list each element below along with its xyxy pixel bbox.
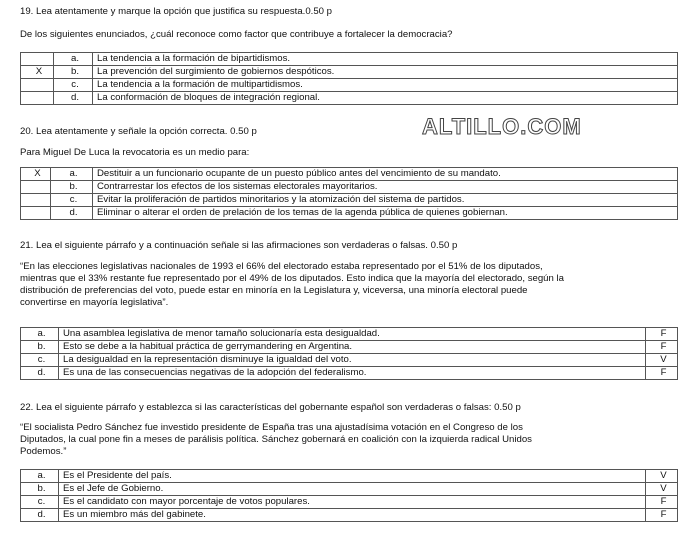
selection-mark: X bbox=[21, 66, 54, 79]
option-text: Contrarrestar los efectos de los sistemas electorales mayoritarios. bbox=[93, 181, 678, 194]
q20-title: 20. Lea atentamente y señale la opción correcta. 0.50 p bbox=[20, 126, 257, 137]
watermark-logo: ALTILLO.COM bbox=[422, 114, 582, 139]
statement-row bbox=[21, 509, 678, 522]
statement-row bbox=[21, 341, 678, 354]
statement-letter: b. bbox=[21, 483, 59, 496]
statement-row bbox=[21, 354, 678, 367]
selection-mark bbox=[21, 194, 51, 207]
option-row bbox=[21, 79, 678, 92]
statement-letter: c. bbox=[21, 354, 59, 367]
statement-text: Es el Presidente del país. bbox=[59, 470, 646, 483]
selection-mark bbox=[21, 181, 51, 194]
option-text: La prevención del surgimiento de gobiernos despóticos. bbox=[93, 66, 678, 79]
option-letter: b. bbox=[51, 181, 93, 194]
option-letter: c. bbox=[54, 79, 93, 92]
answer-cell: V bbox=[646, 354, 678, 367]
option-text: La conformación de bloques de integración regional. bbox=[93, 92, 678, 105]
option-letter: b. bbox=[54, 66, 93, 79]
statement-letter: d. bbox=[21, 367, 59, 380]
statement-text: Esto se debe a la habitual práctica de gerrymandering en Argentina. bbox=[59, 341, 646, 354]
answer-cell: F bbox=[646, 367, 678, 380]
q21-paragraph-line: convertirse en mayoría legislativa”. bbox=[20, 297, 169, 308]
q21-paragraph bbox=[20, 261, 690, 309]
statement-row bbox=[21, 328, 678, 341]
q22-paragraph-line: Podemos.” bbox=[20, 446, 67, 457]
selection-mark bbox=[21, 92, 54, 105]
statement-text: Es el Jefe de Gobierno. bbox=[59, 483, 646, 496]
statement-letter: c. bbox=[21, 496, 59, 509]
option-row bbox=[21, 181, 678, 194]
statement-letter: b. bbox=[21, 341, 59, 354]
q19-options-table bbox=[20, 52, 678, 105]
option-letter: c. bbox=[51, 194, 93, 207]
statement-letter: a. bbox=[21, 328, 59, 341]
option-row bbox=[21, 53, 678, 66]
statement-row bbox=[21, 470, 678, 483]
option-row bbox=[21, 92, 678, 105]
option-text: La tendencia a la formación de multipartidismos. bbox=[93, 79, 678, 92]
statement-text: Es un miembro más del gabinete. bbox=[59, 509, 646, 522]
option-row bbox=[21, 207, 678, 220]
q22-title: 22. Lea el siguiente párrafo y establezca si las características del gobernante español son verdaderas o falsas: 0.50 p bbox=[20, 402, 521, 413]
option-letter: d. bbox=[54, 92, 93, 105]
q22-paragraph-line: “El socialista Pedro Sánchez fue investido presidente de España tras una ajustadísima votación en el Congreso de los bbox=[20, 422, 523, 433]
selection-mark bbox=[21, 79, 54, 92]
q22-paragraph bbox=[20, 422, 690, 458]
statement-row bbox=[21, 483, 678, 496]
q21-paragraph-line: mientras que el 33% restante fue representado por el 49% de los diputados. Esto indica que la mayoría del electorado, según la bbox=[20, 273, 564, 284]
option-row bbox=[21, 168, 678, 181]
answer-cell: F bbox=[646, 341, 678, 354]
q21-paragraph-line: distribución de preferencias del voto, puede estar en minoría en la Legislatura y, viceversa, una minoría electoral puede bbox=[20, 285, 528, 296]
q19-prompt: De los siguientes enunciados, ¿cuál reconoce como factor que contribuye a fortalecer la democracia? bbox=[20, 29, 453, 40]
q21-paragraph-line: “En las elecciones legislativas nacionales de 1993 el 66% del electorado estaba representado por el 51% de los diputados, bbox=[20, 261, 543, 272]
answer-cell: V bbox=[646, 483, 678, 496]
option-row bbox=[21, 194, 678, 207]
q21-title: 21. Lea el siguiente párrafo y a continuación señale si las afirmaciones son verdaderas o falsas. 0.50 p bbox=[20, 240, 458, 251]
statement-letter: d. bbox=[21, 509, 59, 522]
option-text: Destituir a un funcionario ocupante de un puesto público antes del vencimiento de su mandato. bbox=[93, 168, 678, 181]
statement-letter: a. bbox=[21, 470, 59, 483]
q22-paragraph-line: Diputados, la cual pone fin a meses de parálisis política. Sánchez gobernará en coalición con la izquierda radical Unidos bbox=[20, 434, 532, 445]
q21-statements-table bbox=[20, 327, 678, 380]
answer-cell: V bbox=[646, 470, 678, 483]
answer-cell: F bbox=[646, 496, 678, 509]
q19-title: 19. Lea atentamente y marque la opción que justifica su respuesta.0.50 p bbox=[20, 6, 332, 17]
q20-prompt: Para Miguel De Luca la revocatoria es un medio para: bbox=[20, 147, 250, 158]
option-text: Evitar la proliferación de partidos minoritarios y la atomización del sistema de partidos. bbox=[93, 194, 678, 207]
statement-text: Es una de las consecuencias negativas de la adopción del federalismo. bbox=[59, 367, 646, 380]
answer-cell: F bbox=[646, 509, 678, 522]
statement-text: Es el candidato con mayor porcentaje de votos populares. bbox=[59, 496, 646, 509]
statement-text: Una asamblea legislativa de menor tamaño solucionaría esta desigualdad. bbox=[59, 328, 646, 341]
option-letter: d. bbox=[51, 207, 93, 220]
selection-mark bbox=[21, 53, 54, 66]
q22-statements-table bbox=[20, 469, 678, 522]
option-text: Eliminar o alterar el orden de prelación de los temas de la agenda pública de quienes gobiernan. bbox=[93, 207, 678, 220]
option-letter: a. bbox=[51, 168, 93, 181]
option-letter: a. bbox=[54, 53, 93, 66]
option-text: La tendencia a la formación de bipartidismos. bbox=[93, 53, 678, 66]
statement-row bbox=[21, 496, 678, 509]
selection-mark bbox=[21, 207, 51, 220]
statement-row bbox=[21, 367, 678, 380]
q20-options-table bbox=[20, 167, 678, 220]
statement-text: La desigualdad en la representación disminuye la igualdad del voto. bbox=[59, 354, 646, 367]
option-row bbox=[21, 66, 678, 79]
answer-cell: F bbox=[646, 328, 678, 341]
selection-mark: X bbox=[21, 168, 51, 181]
